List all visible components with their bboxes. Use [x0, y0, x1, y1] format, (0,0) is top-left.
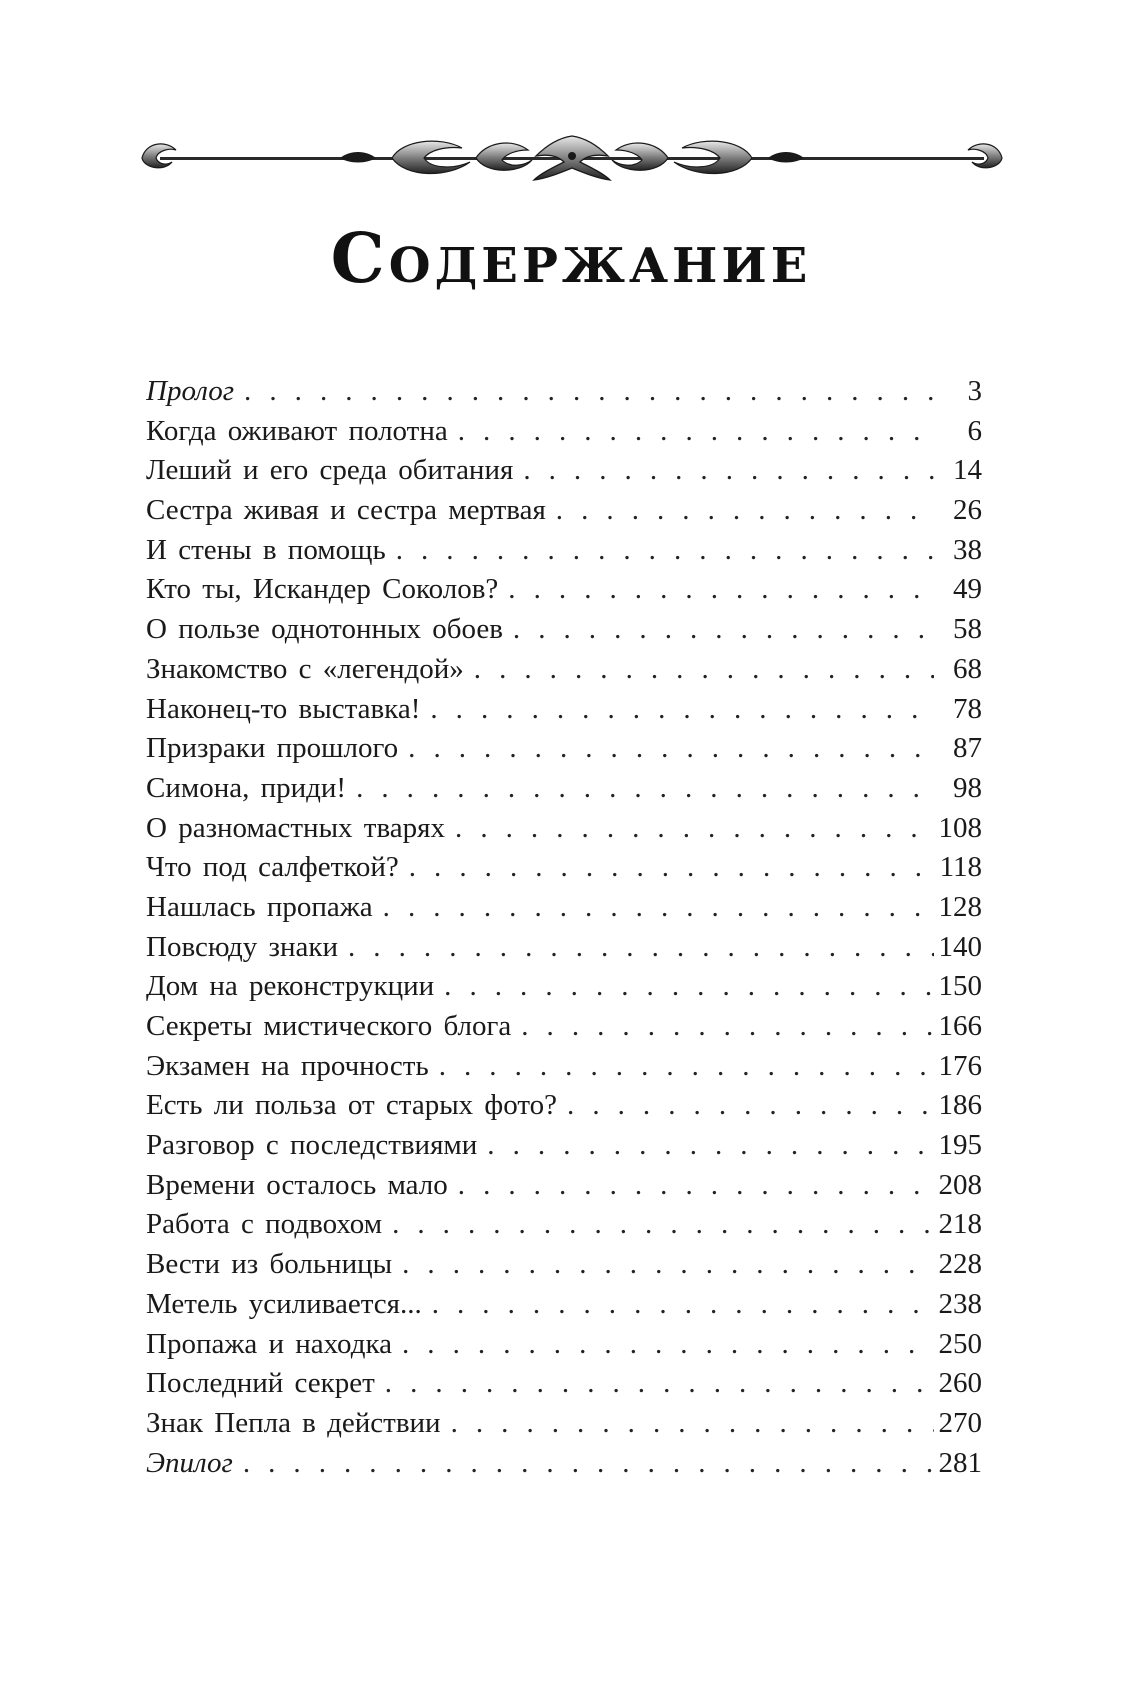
toc-entry-page: 98 [953, 771, 982, 804]
toc-entry-title: Сестра живая и сестра мертвая [146, 494, 546, 527]
toc-entry[interactable] [146, 412, 982, 452]
toc-entry-title: Симона, приди! [146, 771, 347, 804]
toc-dot-leader [409, 848, 934, 888]
toc-entry-page: 218 [938, 1208, 982, 1241]
toc-entry-page: 26 [953, 494, 982, 527]
toc-dot-leader [474, 650, 934, 690]
page-title: Содержание [330, 219, 812, 299]
toc-entry-page: 208 [938, 1168, 982, 1201]
toc-entry[interactable] [146, 1007, 982, 1047]
toc-entry[interactable] [146, 888, 982, 928]
toc-entry[interactable] [146, 1086, 982, 1126]
toc-entry-title: Секреты мистического блога [146, 1010, 512, 1042]
toc-entry[interactable] [146, 491, 982, 531]
toc-entry-page: 140 [938, 930, 982, 963]
toc-entry[interactable] [146, 1364, 982, 1404]
toc-entry[interactable] [146, 769, 982, 809]
toc-entry-page: 270 [938, 1406, 982, 1439]
toc-entry[interactable] [146, 1126, 982, 1166]
toc-dot-leader [244, 372, 934, 412]
toc-entry-page: 228 [938, 1248, 982, 1281]
toc-entry-title: Леший и его среда обитания [146, 454, 514, 487]
toc-entry-title: Когда оживают полотна [146, 414, 448, 447]
toc-entry-title: Времени осталось мало [146, 1168, 448, 1201]
toc-dot-leader [487, 1126, 934, 1166]
toc-entry[interactable] [146, 372, 982, 412]
toc-entry[interactable] [146, 1047, 982, 1087]
toc-dot-leader [521, 1007, 934, 1047]
toc-entry[interactable] [146, 1325, 982, 1365]
toc-dot-leader [455, 809, 934, 849]
toc-dot-leader [385, 1364, 934, 1404]
toc-dot-leader [523, 451, 934, 491]
toc-dot-leader [243, 1444, 934, 1484]
toc-entry-title: Есть ли польза от старых фото? [146, 1089, 558, 1122]
toc-entry-page: 49 [953, 573, 982, 606]
toc-dot-leader [432, 1285, 934, 1325]
toc-dot-leader [444, 967, 934, 1007]
toc-entry-page: 176 [938, 1049, 982, 1082]
toc-entry-page: 250 [938, 1327, 982, 1360]
toc-entry-title: Метель усиливается... [146, 1287, 422, 1320]
toc-dot-leader [348, 928, 934, 968]
toc-entry-title: Что под салфеткой? [146, 851, 399, 884]
toc-entry-page: 3 [967, 375, 982, 407]
toc-entry-page: 58 [953, 613, 982, 646]
toc-entry[interactable] [146, 1285, 982, 1325]
toc-entry[interactable] [146, 1444, 982, 1484]
toc-entry-title: Повсюду знаки [146, 930, 338, 963]
toc-entry-title: Разговор с последствиями [146, 1129, 478, 1162]
toc-dot-leader [567, 1086, 934, 1126]
toc-dot-leader [513, 610, 934, 650]
toc-entry[interactable] [146, 809, 982, 849]
toc-entry[interactable] [146, 650, 982, 690]
toc-entry[interactable] [146, 531, 982, 571]
toc-dot-leader [396, 531, 934, 571]
toc-entry-title: И стены в помощь [146, 533, 386, 566]
toc-entry-page: 260 [938, 1367, 982, 1400]
toc-entry-page: 68 [953, 652, 982, 685]
toc-entry-title: Знак Пепла в действии [146, 1406, 441, 1439]
header-ornament [140, 128, 1004, 190]
toc-entry-title: Последний секрет [146, 1367, 375, 1400]
toc-dot-leader [439, 1047, 934, 1087]
toc-entry-page: 38 [953, 533, 982, 566]
toc-entry-title: Призраки прошлого [146, 732, 399, 765]
toc-entry[interactable] [146, 967, 982, 1007]
toc-dot-leader [402, 1325, 934, 1365]
toc-entry[interactable] [146, 1205, 982, 1245]
toc-dot-leader [556, 491, 934, 531]
toc-dot-leader [508, 570, 934, 610]
toc-entry-title: Нашлась пропажа [146, 890, 373, 923]
toc-entry[interactable] [146, 848, 982, 888]
toc-entry[interactable] [146, 610, 982, 650]
toc-dot-leader [430, 690, 934, 730]
toc-entry-title: О разномастных тварях [146, 811, 446, 844]
toc-entry-page: 78 [953, 692, 982, 725]
toc-dot-leader [383, 888, 934, 928]
toc-entry-title: Наконец-то выставка! [146, 692, 421, 725]
toc-entry[interactable] [146, 1245, 982, 1285]
toc-entry[interactable] [146, 451, 982, 491]
toc-entry-page: 87 [953, 732, 982, 765]
toc-dot-leader [458, 1166, 934, 1206]
toc-entry[interactable] [146, 729, 982, 769]
toc-entry-title: О пользе однотонных обоев [146, 613, 503, 646]
toc-entry-page: 6 [967, 414, 982, 447]
toc-entry-title: Экзамен на прочность [146, 1049, 429, 1082]
toc-entry-page: 281 [938, 1446, 982, 1479]
toc-entry[interactable] [146, 1404, 982, 1444]
toc-entry-page: 108 [938, 811, 982, 844]
toc-entry-page: 186 [938, 1089, 982, 1122]
toc-dot-leader [356, 769, 934, 809]
toc-entry[interactable] [146, 1166, 982, 1206]
toc-entry-title: Эпилог [146, 1446, 233, 1479]
toc-dot-leader [451, 1404, 934, 1444]
toc-entry-title: Работа с подвохом [146, 1208, 383, 1241]
toc-entry-title: Знакомство с «легендой» [146, 652, 464, 685]
toc-entry[interactable] [146, 928, 982, 968]
toc-dot-leader [408, 729, 934, 769]
toc-dot-leader [402, 1245, 934, 1285]
toc-entry-page: 195 [938, 1129, 982, 1162]
toc-entry-page: 238 [938, 1287, 982, 1320]
toc-entry-title: Вести из больницы [146, 1248, 393, 1281]
toc-entry-page: 14 [953, 454, 982, 487]
table-of-contents [146, 372, 982, 1483]
toc-entry-title: Кто ты, Искандер Соколов? [146, 573, 499, 606]
toc-entry-title: Пролог [146, 375, 235, 407]
toc-entry-page: 128 [938, 890, 982, 923]
toc-entry-title: Дом на реконструкции [146, 970, 435, 1003]
toc-entry-page: 118 [939, 851, 982, 884]
toc-entry-page: 150 [938, 970, 982, 1003]
toc-entry[interactable] [146, 570, 982, 610]
toc-dot-leader [392, 1205, 934, 1245]
toc-dot-leader [458, 412, 934, 452]
toc-entry-page: 166 [938, 1010, 982, 1042]
toc-entry-title: Пропажа и находка [146, 1327, 392, 1360]
toc-entry[interactable] [146, 690, 982, 730]
